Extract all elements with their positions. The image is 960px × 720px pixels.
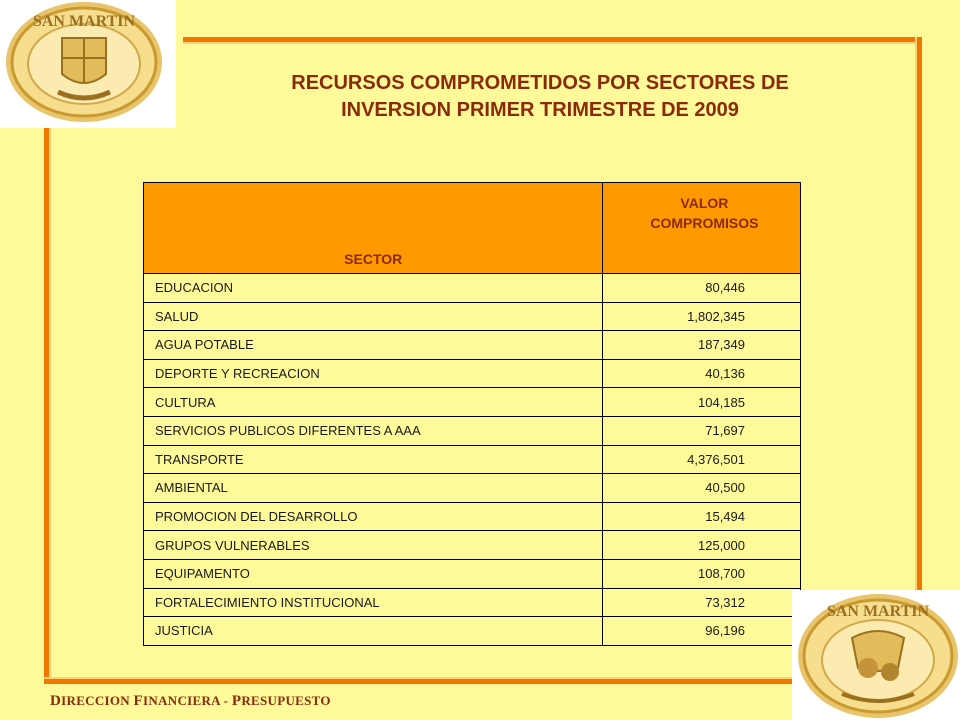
- table-row: [144, 502, 801, 531]
- page-title: [200, 70, 880, 124]
- table-row: [144, 388, 801, 417]
- valor-cell: 104,185: [603, 388, 801, 417]
- table-row: [144, 474, 801, 503]
- valor-cell: 15,494: [603, 502, 801, 531]
- sector-name-cell: EQUIPAMENTO: [144, 559, 603, 588]
- valor-cell: 1,802,345: [603, 302, 801, 331]
- table-row: [144, 559, 801, 588]
- sector-name-cell: SALUD: [144, 302, 603, 331]
- valor-cell: 40,136: [603, 359, 801, 388]
- table-row: [144, 359, 801, 388]
- title-line-1: RECURSOS COMPROMETIDOS POR SECTORES DE: [291, 72, 789, 94]
- valor-cell: 71,697: [603, 416, 801, 445]
- table-row: [144, 617, 801, 646]
- sector-name-cell: GRUPOS VULNERABLES: [144, 531, 603, 560]
- valor-cell: 187,349: [603, 331, 801, 360]
- table-row: [144, 588, 801, 617]
- sector-name-cell: TRANSPORTE: [144, 445, 603, 474]
- title-line-2: INVERSION PRIMER TRIMESTRE DE 2009: [341, 99, 739, 121]
- table-row: [144, 274, 801, 303]
- valor-cell: 80,446: [603, 274, 801, 303]
- frame-left-border: [44, 125, 51, 682]
- header-valor: VALOR COMPROMISOS: [603, 183, 801, 274]
- valor-cell: 40,500: [603, 474, 801, 503]
- sector-name-cell: AGUA POTABLE: [144, 331, 603, 360]
- frame-right-border: [915, 37, 922, 592]
- valor-cell: 4,376,501: [603, 445, 801, 474]
- sector-investment-table: [143, 182, 801, 646]
- valor-cell: 73,312: [603, 588, 801, 617]
- header-sector: SECTOR: [144, 183, 603, 274]
- frame-bottom-border: [44, 677, 792, 684]
- valor-cell: 125,000: [603, 531, 801, 560]
- frame-top-border: [183, 37, 918, 44]
- sector-name-cell: PROMOCION DEL DESARROLLO: [144, 502, 603, 531]
- sector-name-cell: AMBIENTAL: [144, 474, 603, 503]
- table-row: [144, 531, 801, 560]
- table-row: [144, 416, 801, 445]
- san-martin-logo-top-left: [0, 0, 176, 128]
- table-header-row: [144, 183, 801, 274]
- sector-name-cell: CULTURA: [144, 388, 603, 417]
- valor-cell: 108,700: [603, 559, 801, 588]
- sector-name-cell: JUSTICIA: [144, 617, 603, 646]
- table-row: [144, 445, 801, 474]
- sector-name-cell: EDUCACION: [144, 274, 603, 303]
- svg-text:SAN MARTIN: SAN MARTIN: [32, 13, 136, 30]
- sector-name-cell: FORTALECIMIENTO INSTITUCIONAL: [144, 588, 603, 617]
- table-row: [144, 331, 801, 360]
- svg-text:SAN MARTIN: SAN MARTIN: [826, 603, 930, 620]
- table-row: [144, 302, 801, 331]
- sector-name-cell: SERVICIOS PUBLICOS DIFERENTES A AAA: [144, 416, 603, 445]
- san-martin-logo-bottom-right: [792, 590, 960, 720]
- sector-name-cell: DEPORTE Y RECREACION: [144, 359, 603, 388]
- footer-department: DIRECCION FINANCIERA - PRESUPUESTO: [50, 693, 331, 709]
- valor-cell: 96,196: [603, 617, 801, 646]
